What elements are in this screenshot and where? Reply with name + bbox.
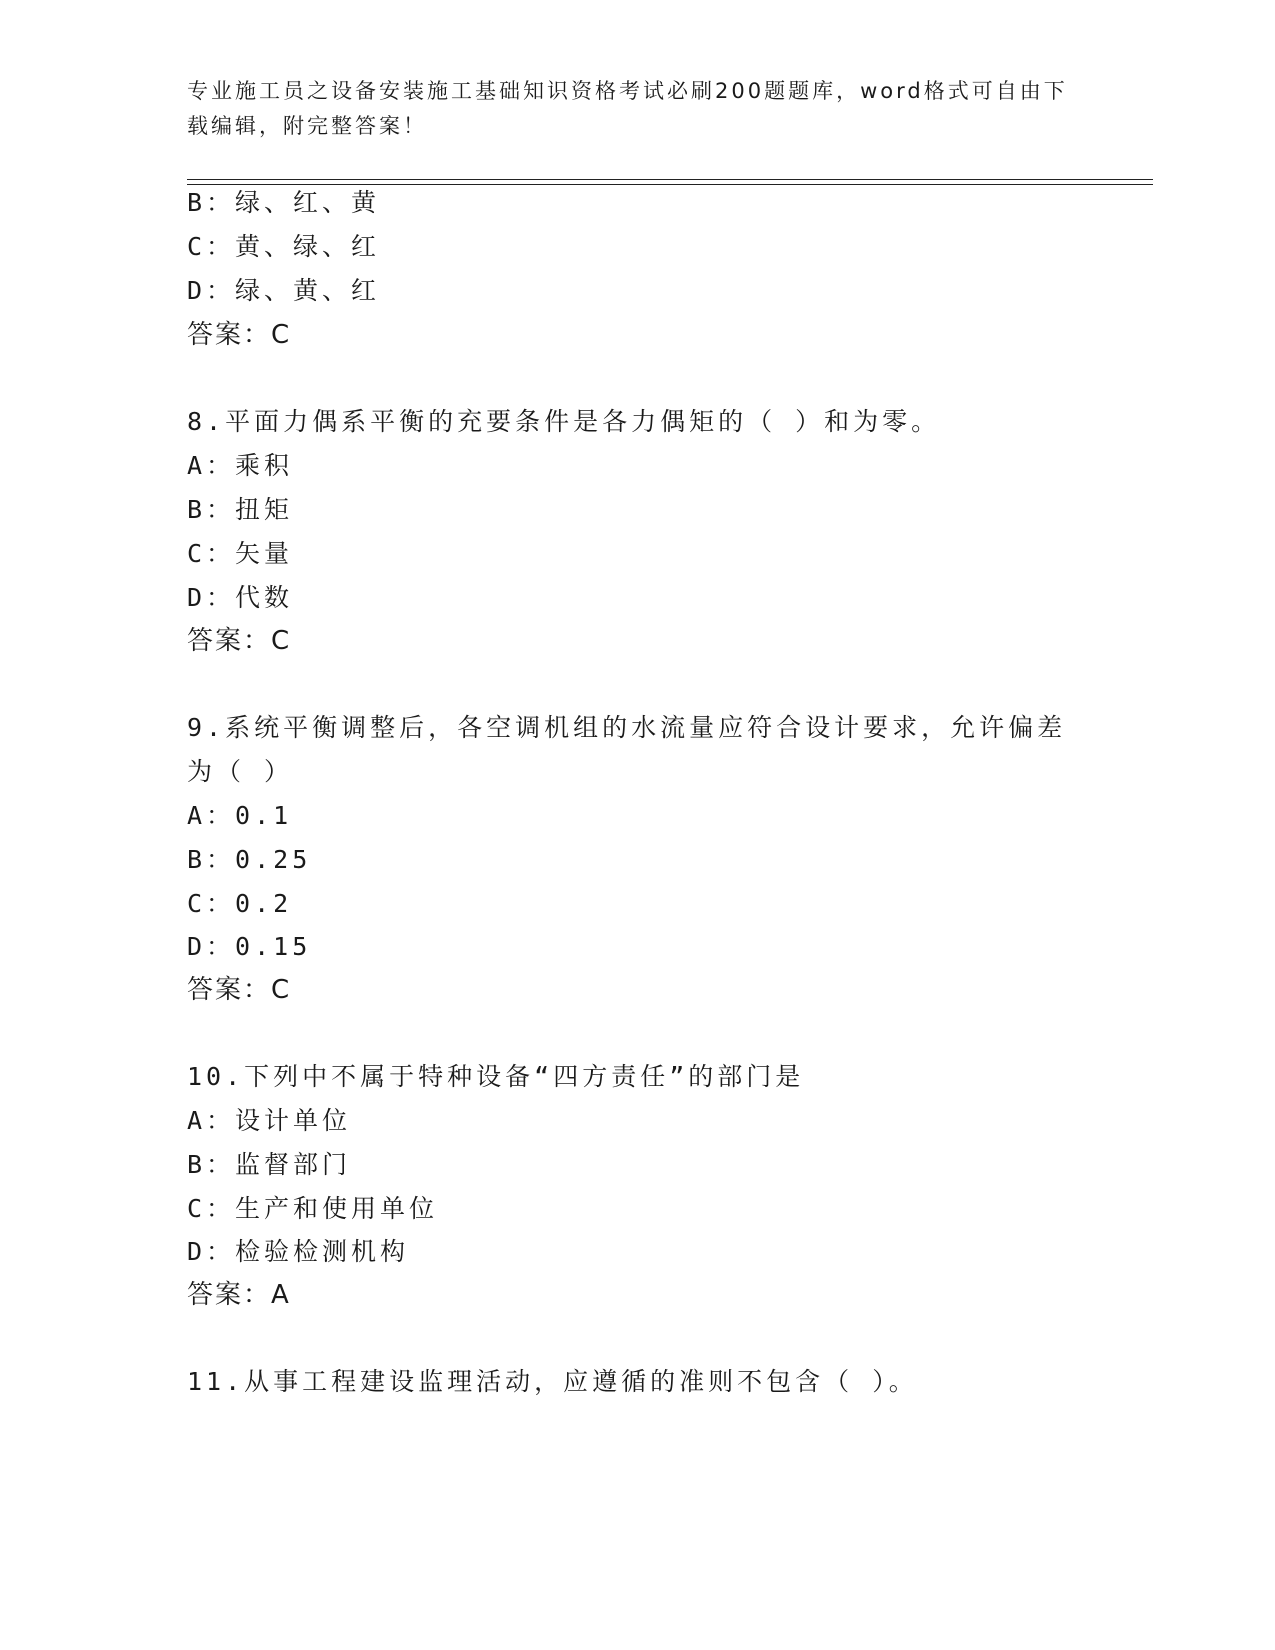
q9-option-d: D：0.15 — [187, 932, 312, 961]
q9-question-line1: 9.系统平衡调整后，各空调机组的水流量应符合设计要求，允许偏差 — [187, 713, 1067, 742]
q7-answer: 答案：C — [187, 320, 292, 350]
q8-option-b: B：扭矩 — [187, 495, 294, 524]
q8-option-c: C：矢量 — [187, 539, 294, 568]
header-divider-bottom — [187, 184, 1153, 185]
q9-question-line2: 为（ ） — [187, 757, 294, 786]
q10-option-a: A：设计单位 — [187, 1106, 352, 1135]
q10-option-c: C：生产和使用单位 — [187, 1194, 439, 1223]
q9-option-c: C：0.2 — [187, 889, 293, 918]
q8-option-a: A：乘积 — [187, 451, 294, 480]
q9-answer: 答案：C — [187, 975, 292, 1005]
q8-question: 8.平面力偶系平衡的充要条件是各力偶矩的（ ）和为零。 — [187, 407, 941, 436]
q8-answer: 答案：C — [187, 626, 292, 656]
q8-option-d: D：代数 — [187, 583, 294, 612]
q10-option-b: B：监督部门 — [187, 1150, 352, 1179]
header-divider-top — [187, 179, 1153, 180]
q7-option-c: C：黄、绿、红 — [187, 232, 381, 261]
q7-option-b: B：绿、红、黄 — [187, 188, 381, 217]
q10-question: 10.下列中不属于特种设备“四方责任”的部门是 — [187, 1062, 805, 1091]
q10-answer: 答案：A — [187, 1280, 291, 1310]
q9-option-b: B：0.25 — [187, 845, 312, 874]
document-header: 专业施工员之设备安装施工基础知识资格考试必刷200题题库，word格式可自由下载编辑，附完整答案！ — [187, 79, 1068, 138]
q7-option-d: D：绿、黄、红 — [187, 276, 381, 305]
q10-option-d: D：检验检测机构 — [187, 1237, 410, 1266]
q9-option-a: A：0.1 — [187, 801, 293, 830]
q11-question: 11.从事工程建设监理活动，应遵循的准则不包含（ ）。 — [187, 1367, 918, 1396]
